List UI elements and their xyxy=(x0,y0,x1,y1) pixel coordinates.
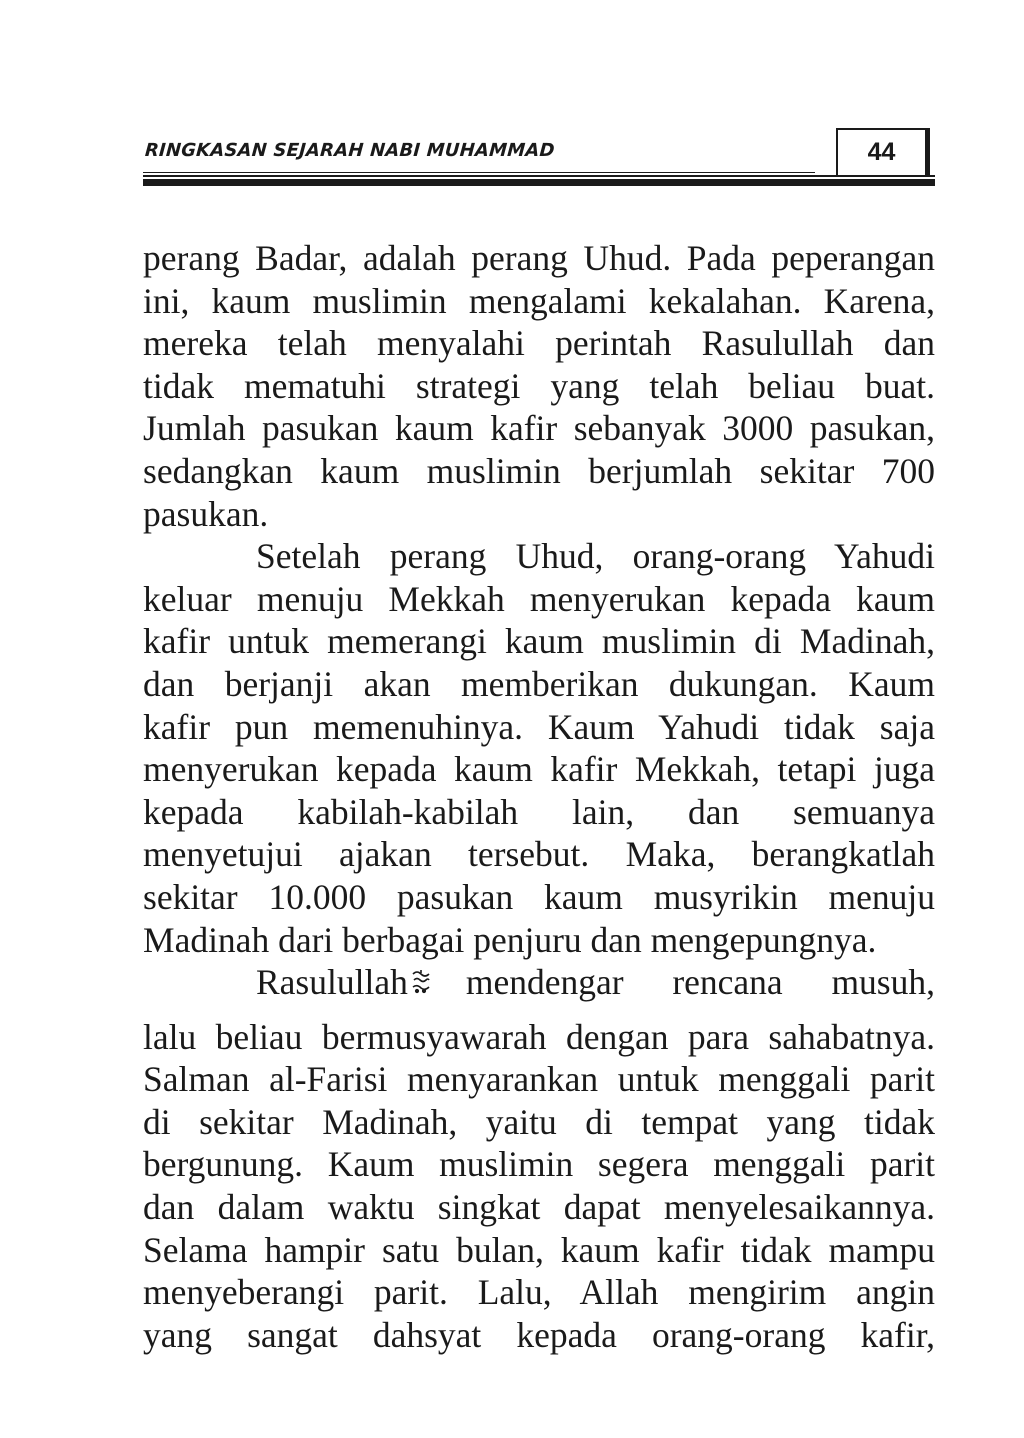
text-line: ini, kaum muslimin mengalami kekalahan. Karena, xyxy=(143,280,935,321)
text-segment: mendengar rencana musuh, xyxy=(465,962,935,1003)
text-line: Selama hampir satu bulan, kaum kafir tidak mampu xyxy=(143,1229,935,1270)
text-line: sekitar 10.000 pasukan kaum musyrikin menuju xyxy=(143,876,935,917)
paragraph-1 xyxy=(143,237,935,535)
page-number: 44 xyxy=(836,128,930,175)
title-underline xyxy=(143,172,815,173)
body-text xyxy=(143,237,935,1356)
text-line: Madinah dari berbagai penjuru dan mengepungnya. xyxy=(143,919,877,960)
salawat-honorific-icon xyxy=(410,968,432,994)
header-thin-rule xyxy=(143,175,935,177)
text-line: kepada kabilah-kabilah lain, dan semuanya xyxy=(143,791,935,832)
text-line: tidak mematuhi strategi yang telah beliau buat. xyxy=(143,365,935,406)
text-line: lalu beliau bermusyawarah dengan para sahabatnya. xyxy=(143,1016,935,1057)
text-line: pasukan. xyxy=(143,493,269,534)
text-line: dan dalam waktu singkat dapat menyelesaikannya. xyxy=(143,1187,935,1228)
text-line: kafir pun memenuhinya. Kaum Yahudi tidak saja xyxy=(143,706,935,747)
text-line: kafir untuk memerangi kaum muslimin di Madinah, xyxy=(143,621,935,662)
text-line: Jumlah pasukan kaum kafir sebanyak 3000 pasukan, xyxy=(143,408,935,449)
text-line: menyetujui ajakan tersebut. Maka, berangkatlah xyxy=(143,834,935,875)
text-line: Salman al-Farisi menyarankan untuk menggali parit xyxy=(143,1059,935,1100)
paragraph-3 xyxy=(143,961,935,1356)
paragraph-2 xyxy=(143,535,935,961)
text-line: keluar menuju Mekkah menyerukan kepada kaum xyxy=(143,578,935,619)
text-line-with-honorific xyxy=(143,961,935,1004)
page-header xyxy=(143,128,935,193)
header-thick-rule xyxy=(143,179,935,186)
text-line: mereka telah menyalahi perintah Rasulullah dan xyxy=(143,323,935,364)
text-line: di sekitar Madinah, yaitu di tempat yang tidak xyxy=(143,1101,935,1142)
running-title: RINGKASAN SEJARAH NABI MUHAMMAD xyxy=(144,140,556,161)
text-segment: Rasulullah xyxy=(256,962,408,1003)
text-line: sedangkan kaum muslimin berjumlah sekitar 700 xyxy=(143,450,935,491)
text-line: bergunung. Kaum muslimin segera menggali parit xyxy=(143,1144,935,1185)
text-line: yang sangat dahsyat kepada orang-orang kafir, xyxy=(143,1314,935,1355)
text-line: menyerukan kepada kaum kafir Mekkah, tetapi juga xyxy=(143,749,935,790)
text-line: menyeberangi parit. Lalu, Allah mengirim angin xyxy=(143,1272,935,1313)
text-line: perang Badar, adalah perang Uhud. Pada peperangan xyxy=(143,238,935,278)
text-line: Setelah perang Uhud, orang-orang Yahudi xyxy=(256,536,935,577)
text-line: dan berjanji akan memberikan dukungan. Kaum xyxy=(143,663,935,704)
